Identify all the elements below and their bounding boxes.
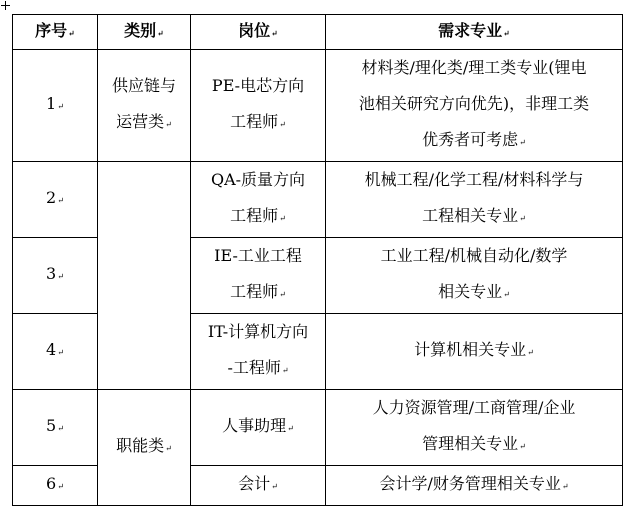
row-number: 6↵ — [13, 466, 98, 506]
header-position: 岗位↵ — [191, 15, 326, 50]
row-position: PE-电芯方向 工程师↵ — [191, 50, 326, 162]
row-category: 职能类↵ — [98, 390, 191, 506]
row-required-major: 机械工程/化学工程/材料科学与 工程相关专业↵ — [326, 162, 623, 238]
row-number: 4↵ — [13, 314, 98, 390]
row-number: 1↵ — [13, 50, 98, 162]
row-position: IE-工业工程 工程师↵ — [191, 238, 326, 314]
row-position: 人事助理↵ — [191, 390, 326, 466]
recruitment-table — [12, 14, 623, 506]
table-row — [13, 390, 623, 466]
table-move-handle-icon[interactable] — [1, 1, 10, 10]
row-position: QA-质量方向 工程师↵ — [191, 162, 326, 238]
row-required-major: 计算机相关专业↵ — [326, 314, 623, 390]
table-row — [13, 50, 623, 162]
header-required-major: 需求专业↵ — [326, 15, 623, 50]
table-header-row — [13, 15, 623, 50]
row-number: 2↵ — [13, 162, 98, 238]
row-category: 供应链与 运营类↵ — [98, 50, 191, 162]
row-number: 5↵ — [13, 390, 98, 466]
row-category-empty — [98, 162, 191, 390]
row-position: 会计↵ — [191, 466, 326, 506]
header-category: 类别↵ — [98, 15, 191, 50]
header-serial-number: 序号↵ — [13, 15, 98, 50]
row-required-major: 材料类/理化类/理工类专业(锂电 池相关研究方向优先)，非理工类 优秀者可考虑↵ — [326, 50, 623, 162]
row-required-major: 会计学/财务管理相关专业↵ — [326, 466, 623, 506]
table-row — [13, 162, 623, 238]
row-required-major: 工业工程/机械自动化/数学 相关专业↵ — [326, 238, 623, 314]
row-number: 3↵ — [13, 238, 98, 314]
row-position: IT-计算机方向 -工程师↵ — [191, 314, 326, 390]
row-required-major: 人力资源管理/工商管理/企业 管理相关专业↵ — [326, 390, 623, 466]
